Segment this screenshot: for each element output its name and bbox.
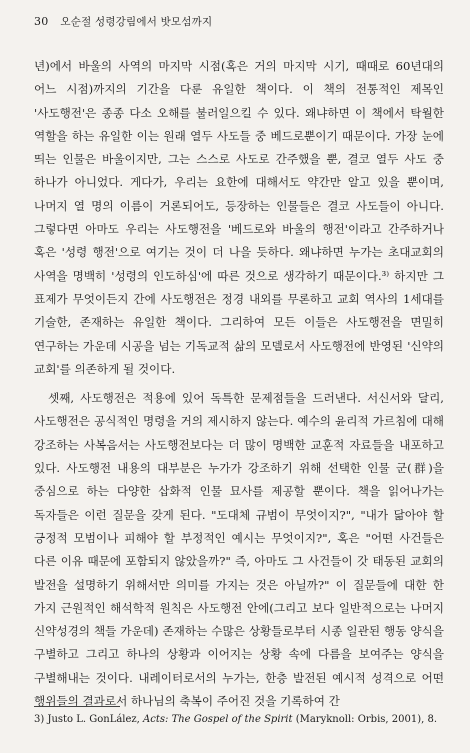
page-number: 30: [34, 15, 49, 28]
footnote-prefix: 3) Justo L. GonLález,: [34, 714, 140, 725]
paragraph-2-text: 셋째, 사도행전은 적용에 있어 독특한 문제점들을 드러낸다. 서신서와 달리, 사도행전은 공식적인 명령을 거의 제시하지 않는다. 예수의 윤리적 가르침에 대해 강조하는 사복음서는 사도행전보다는 더 많이 명백한 교훈적 자료들을 내포하고 있다. 사도행전 내용의 대부분은 누가가 강조하기 위해 선택한 인물 군(群)을 중심으로 하는 다양한 삽화적 인물 묘사를 제공할 뿐이다. 책을 읽어나가는 독자들은 이런 질문을 갖게 된다. "도대체 규범이 무엇이지?", "내가 닮아야 할 긍정적 모범이나 피해야 할 부정적인 예시는 무엇이지?", 혹은 "어떤 사건들은 다른 이유 때문에 포함되지 않았을까?" 즉, 아마도 그 사건들이 갓 태동된 교회의 발전을 설명하기 위해서만 의미를 가지는 것은 아닐까?" 이 질문들에 대한 한 가지 근원적인 해석학적 원칙은 사도행전 안에(그리고 보다 일반적으로는 나머지 신약성경의 책들 가운데) 존재하는 수많은 상황들로부터 시종 일관된 행동 양식을 구별하고 그리고 하나의 상황과 이어지는 상황 속에 다름을 보여주는 양식을 구별해내는 것이다. 내레이터로서의 누가는, 한층 발전된 예시적 성격으로 어떤 행위들의 결과로서 하나님의 축복이 주어진 것을 기록하여 간: [34, 391, 444, 709]
running-header: [34, 14, 212, 29]
paragraph-1-text: 년)에서 바울의 사역의 마지막 시점(혹은 거의 마지막 시기, 때때로 60년대의 어느 시점)까지의 기간을 다룬 유일한 책이다. 이 책의 전통적인 제목인 '사도행전'은 종종 다소 오해를 불러일으킬 수 있다. 왜냐하면 이 책에서 탁월한 역할을 하는 유일한 이는 원래 열두 사도들 중 베드로뿐이기 때문이다. 가장 눈에 띄는 인물은 바울이지만, 그는 스스로 사도로 간주했을 뿐, 결코 열두 사도 중 하나가 아니었다. 게다가, 우리는 요한에 대해서도 약간만 알고 있을 뿐이며, 나머지 열 명의 이름이 거론되어도, 등장하는 인물들은 결코 사도들이 아니다. 그렇다면 아마도 우리는 사도행전을 '베드로와 바울의 행전'이라고 간주하거나 혹은 '성령 행전'으로 여기는 것이 더 나을 듯하다. 왜냐하면 누가는 초대교회의 사역을 명백히 '성령의 인도하심'에 따른 것으로 생각하기 때문이다.³⁾ 하지만 그 표제가 무엇이든지 간에 사도행전은 정경 내외를 무론하고 교회 역사의 1세대를 기술한, 존재하는 유일한 책이다. 그리하여 모든 이들은 사도행전을 면밀히 연구하는 가운데 시공을 넘는 기독교적 삶의 모델로서 사도행전에 반영된 '신약의 교회'를 의존하게 될 것이다.: [34, 59, 444, 376]
paragraph: [34, 387, 444, 713]
footnote-divider: [34, 706, 120, 707]
footnote-suffix: (Maryknoll: Orbis, 2001), 8.: [295, 714, 438, 725]
body-text: [34, 55, 444, 719]
running-title: 오순절 성령강림에서 밧모섬까지: [60, 16, 213, 28]
paragraph: [34, 55, 444, 381]
footnote: [34, 713, 444, 727]
footnote-title: Acts: The Gospel of the Spirit: [143, 714, 293, 725]
